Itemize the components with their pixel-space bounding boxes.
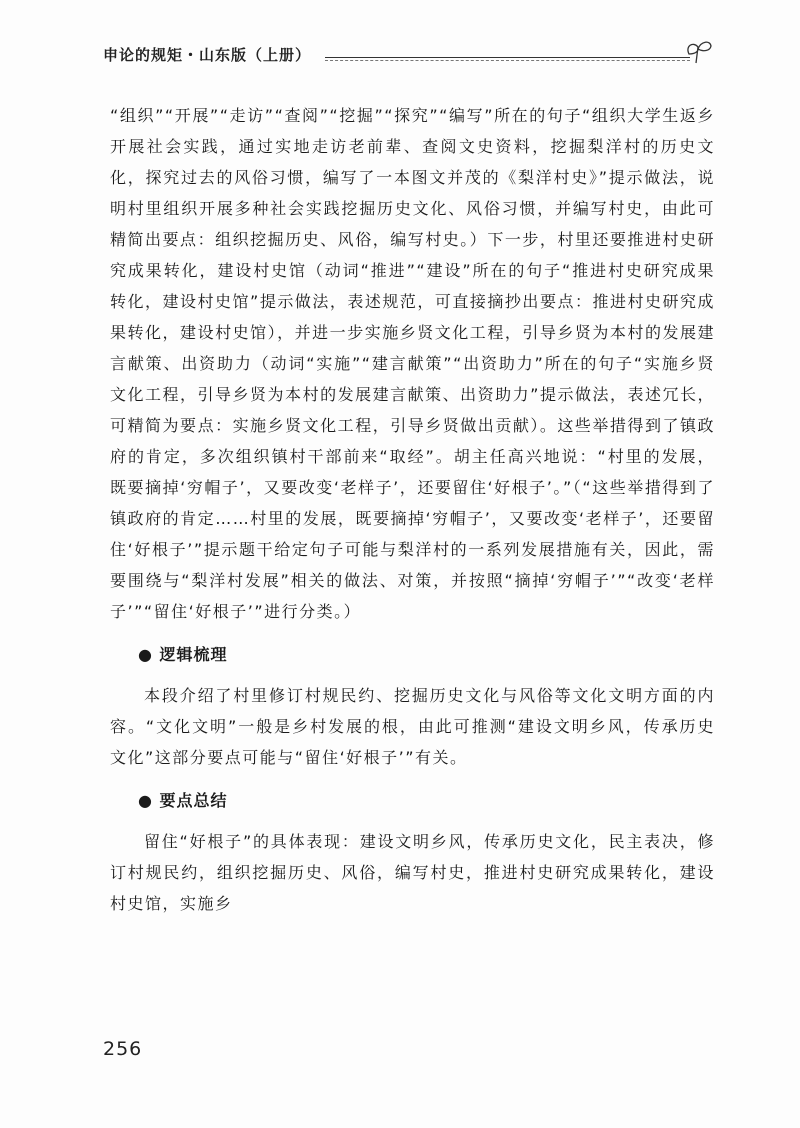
running-header [103, 38, 710, 68]
body-paragraph-analysis: “组织”“开展”“走访”“查阅”“挖掘”“探究”“编写”所在的句子“组织大学生返乡开展社会实践，通过实地走访老前辈、查阅文史资料，挖掘梨洋村的历史文化，探究过去的风俗习惯，编写了一本图文并茂的《梨洋村史》”提示做法，说明村里组织开展多种社会实践挖掘历史文化、风俗习惯，并编写村史，由此可精简出要点：组织挖掘历史、风俗，编写村史。）下一步，村里还要推进村史研究成果转化，建设村史馆（动词“推进”“建设”所在的句子“推进村史研究成果转化，建设村史馆”提示做法，表述规范，可直接摘抄出要点：推进村史研究成果转化，建设村史馆），并进一步实施乡贤文化工程，引导乡贤为本村的发展建言献策、出资助力（动词“实施”“建言献策”“出资助力”所在的句子“实施乡贤文化工程，引导乡贤为本村的发展建言献策、出资助力”提示做法，表述冗长，可精简为要点：实施乡贤文化工程，引导乡贤做出贡献）。这些举措得到了镇政府的肯定，多次组织镇村干部前来“取经”。胡主任高兴地说：“村里的发展，既要摘掉‘穷帽子’，又要改变‘老样子’，还要留住‘好根子’。”（“这些举措得到了镇政府的肯定……村里的发展，既要摘掉‘穷帽子’，又要改变‘老样子’，还要留住‘好根子’”提示题干给定句子可能与梨洋村的一系列发展措施有关，因此，需要围绕与“梨洋村发展”相关的做法、对策，并按照“摘掉‘穷帽子’”“改变‘老样子’”“留住‘好根子’”进行分类。） [110, 106, 715, 621]
body-paragraph-logic: 本段介绍了村里修订村规民约、挖掘历史文化与风俗等文化文明方面的内容。“文化文明”一般是乡村发展的根，由此可推测“建设文明乡风，传承历史文化”这部分要点可能与“留住‘好根子’”有关。 [110, 686, 715, 767]
page-number: 256 [103, 1038, 143, 1060]
section-heading-logic: ● 逻辑梳理 [138, 645, 228, 664]
section-heading-summary: ● 要点总结 [138, 791, 228, 810]
body-paragraph-summary: 留住“好根子”的具体表现：建设文明乡风，传承历史文化，民主表决，修订村规民约，组织挖掘历史、风俗，编写村史，推进村史研究成果转化，建设村史馆，实施乡 [110, 832, 715, 913]
leaf-sprout-icon [683, 38, 713, 64]
book-title: 申论的规矩・山东版（上册） [103, 46, 312, 64]
header-rule-dashed [325, 60, 690, 61]
page-body [110, 100, 715, 919]
header-rule [325, 57, 690, 58]
